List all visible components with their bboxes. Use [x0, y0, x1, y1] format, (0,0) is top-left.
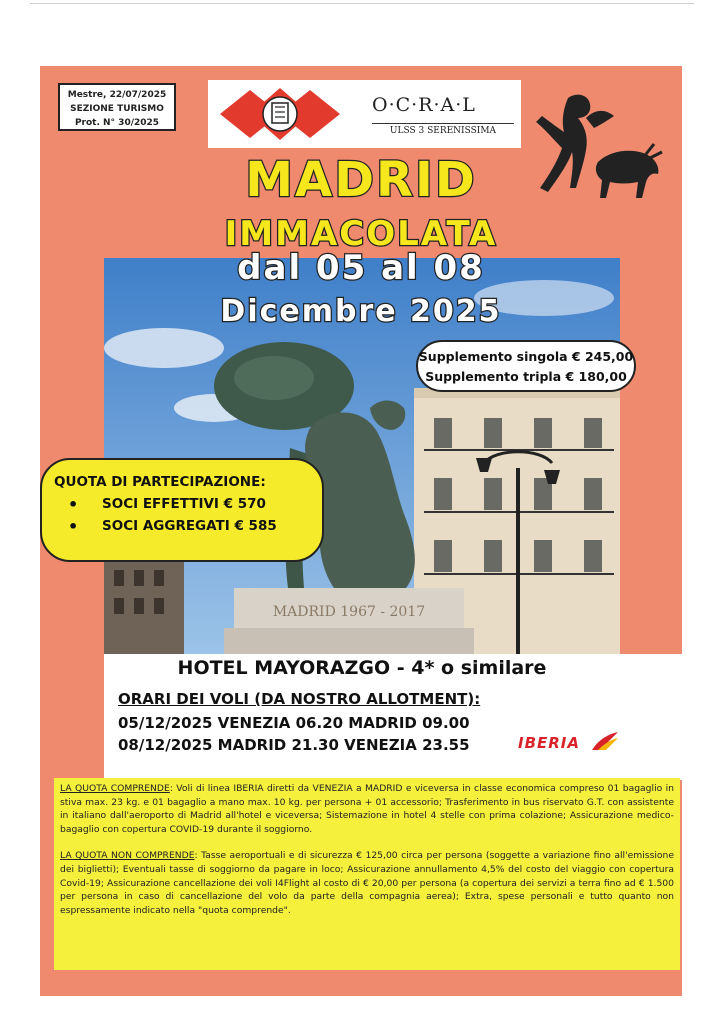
- protocol-section: SEZIONE TURISMO: [70, 104, 164, 114]
- ocral-logo: [208, 80, 521, 148]
- flyer: [40, 66, 682, 996]
- supplement-badge: [416, 340, 636, 392]
- flight-return: 08/12/2025 MADRID 21.30 VENEZIA 23.55: [118, 736, 470, 754]
- includes-text: : Voli di linea IBERIA diretti da VENEZIA a MADRID e viceversa in classe economica compreso 01 bagaglio in stiva max. 23 kg. e 01 bagaglio a mano max. 10 kg. per persona + 01 accessorio; Trasferimento in bus riservato G.T. con assistente in italiano dall'aeroporto di Madrid all'hotel e viceversa; Sistemazione in hotel 4 stelle con prima colazione; Assicurazione medico-bagaglio con copertura COVID-19 durante il soggiorno.: [60, 783, 675, 835]
- excludes-text: : Tasse aeroportuali e di sicurezza € 125,00 circa per persona (soggette a variazione fino all'emissione dei biglietti); Eventuali tasse di soggiorno da pagare in loco; Assicurazione annullamento 4,5% del costo del viaggio con copertura Covid-19; Assicurazione cancellazione dei voli I4Flight al costo di € 20,00 per persona (a copertura dei servizi a terra fino ad € 1.500 per persona in caso di cancellazione del volo da parte della compagnia aerea); Extra, spese personali e tutto quanto non espressamente indicato nella "quota comprende".: [60, 850, 675, 916]
- flights-heading: ORARI DEI VOLI (DA NOSTRO ALLOTMENT):: [118, 690, 481, 708]
- includes-paragraph: [60, 782, 674, 836]
- plinth-inscription: MADRID 1967 - 2017: [272, 604, 426, 620]
- protocol-date: Mestre, 22/07/2025: [67, 90, 167, 100]
- hotel-name: HOTEL MAYORAZGO - 4* o similare: [177, 657, 547, 679]
- title-destination: MADRID: [245, 152, 477, 208]
- conditions-panel: [54, 778, 680, 970]
- title-dates: dal 05 al 08: [237, 248, 485, 288]
- protocol-number: Prot. N° 30/2025: [74, 118, 160, 128]
- title-month-year: Dicembre 2025: [220, 294, 502, 329]
- excludes-paragraph: [60, 849, 674, 917]
- protocol-stamp: [58, 83, 176, 131]
- supplement-triple: Supplemento tripla € 180,00: [425, 369, 627, 384]
- hotel-flights-panel: [104, 654, 682, 780]
- quota-item: • SOCI AGGREGATI € 585: [54, 518, 322, 534]
- ocral-name: O·C·R·A·L: [372, 94, 476, 116]
- includes-label: LA QUOTA COMPRENDE: [60, 783, 170, 794]
- ocral-subtitle: ULSS 3 SERENISSIMA: [372, 123, 514, 136]
- quota-badge: [40, 458, 324, 562]
- ocral-emblem-icon: [220, 86, 340, 142]
- quota-title: QUOTA DI PARTECIPAZIONE:: [54, 474, 266, 490]
- supplement-single: Supplemento singola € 245,00: [418, 349, 634, 364]
- excludes-label: LA QUOTA NON COMPRENDE: [60, 850, 195, 862]
- flight-outbound: 05/12/2025 VENEZIA 06.20 MADRID 09.00: [118, 714, 470, 732]
- iberia-logo: IBERIA: [518, 734, 581, 752]
- title-occasion: IMMACOLATA: [224, 214, 498, 254]
- iberia-swoosh-icon: [590, 730, 620, 752]
- scan-edge-line: [30, 3, 694, 4]
- quota-item: • SOCI EFFETTIVI € 570: [54, 496, 322, 512]
